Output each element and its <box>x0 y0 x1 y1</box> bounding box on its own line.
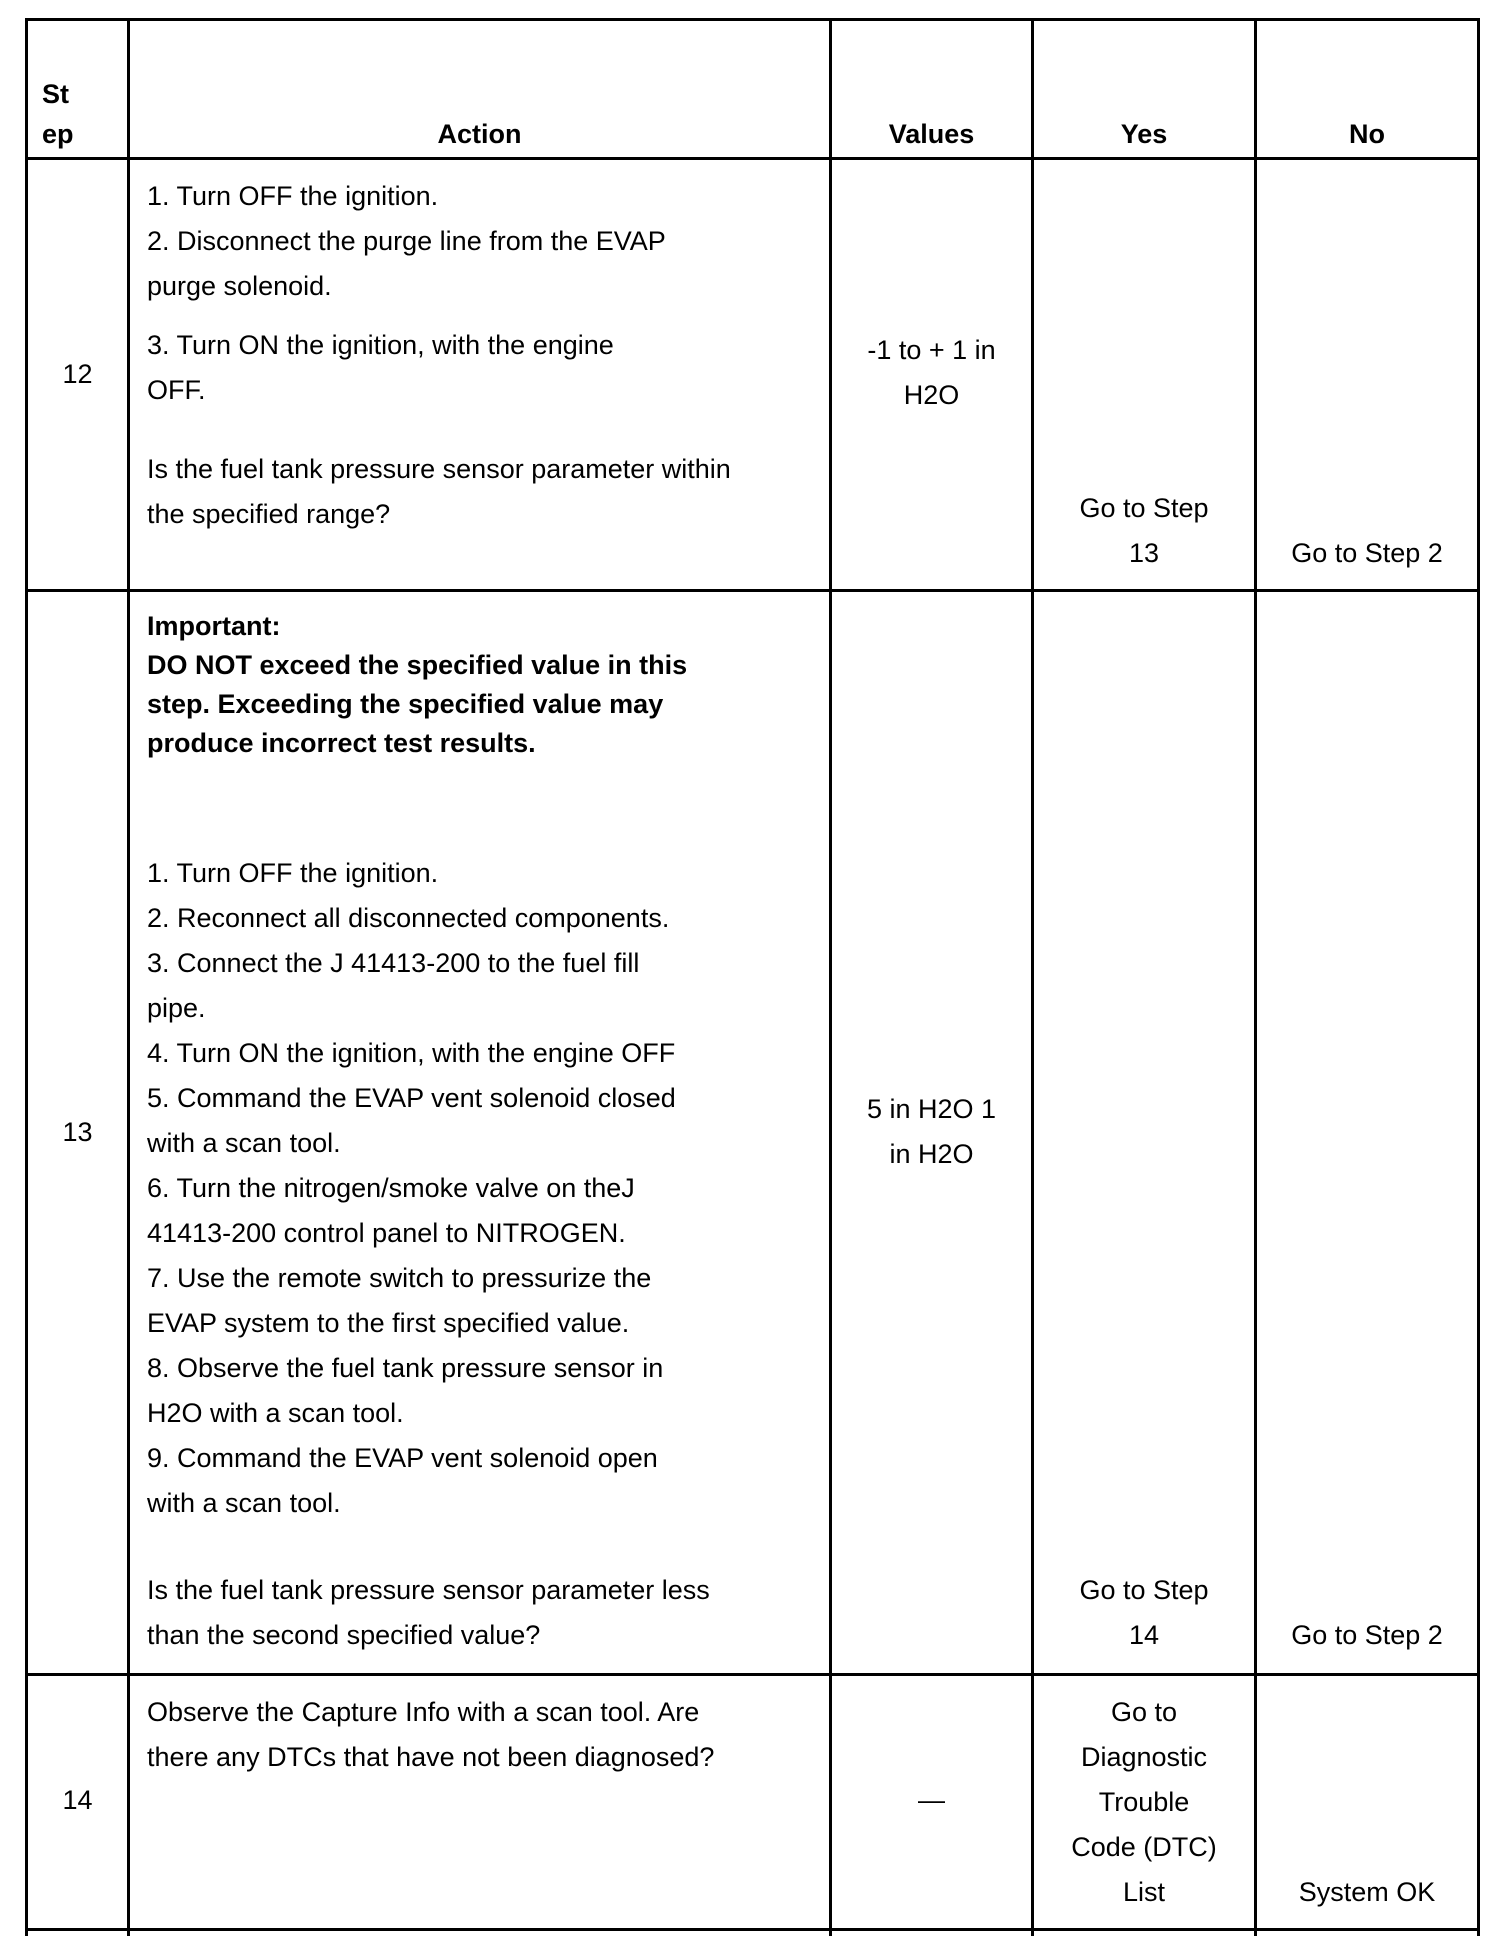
yes-link-line: List <box>1122 1877 1166 1907</box>
action-line: 9. Command the EVAP vent solenoid open <box>147 1443 658 1473</box>
header-separator <box>25 157 1480 160</box>
no-link: Go to Step 2 <box>1291 1620 1443 1650</box>
column-border <box>1477 18 1480 1936</box>
column-border <box>25 18 28 1936</box>
action-line: 2. Reconnect all disconnected components. <box>147 903 670 933</box>
step-number: 13 <box>62 1117 93 1147</box>
action-line: purge solenoid. <box>147 271 332 301</box>
table-border-top <box>25 18 1480 21</box>
values-line: -1 to + 1 in <box>867 335 996 365</box>
column-border <box>127 18 130 1936</box>
action-line: 1. Turn OFF the ignition. <box>147 858 439 888</box>
no-link: System OK <box>1298 1877 1436 1907</box>
action-line: 2. Disconnect the purge line from the EVAP <box>147 226 666 256</box>
yes-link-line: Go to <box>1110 1697 1178 1727</box>
yes-link-line: 14 <box>1128 1620 1160 1650</box>
action-line: 4. Turn ON the ignition, with the engine OFF <box>147 1038 676 1068</box>
no-link: Go to Step 2 <box>1291 538 1443 568</box>
values-line: H2O <box>903 380 960 410</box>
action-line: pipe. <box>147 993 206 1023</box>
action-line: 3. Connect the J 41413-200 to the fuel fill <box>147 948 640 978</box>
values-line: in H2O <box>889 1139 974 1169</box>
values-line: 5 in H2O 1 <box>866 1094 997 1124</box>
action-line: 6. Turn the nitrogen/smoke valve on theJ <box>147 1173 635 1203</box>
action-line: EVAP system to the first specified value. <box>147 1308 630 1338</box>
action-line: with a scan tool. <box>147 1488 341 1518</box>
step-number: 12 <box>62 359 93 389</box>
row-separator <box>25 1673 1480 1676</box>
values-dash: — <box>918 1785 945 1815</box>
action-line: OFF. <box>147 375 206 405</box>
action-line: 3. Turn ON the ignition, with the engine <box>147 330 614 360</box>
action-line: Observe the Capture Info with a scan tool. Are <box>147 1697 700 1727</box>
row-separator <box>25 589 1480 592</box>
header-step-line: ep <box>42 119 74 149</box>
important-line: Important: <box>147 611 281 641</box>
action-line: 1. Turn OFF the ignition. <box>147 181 439 211</box>
yes-link-line: 13 <box>1128 538 1160 568</box>
header-step-line: St <box>42 79 69 109</box>
header-no: No <box>1349 119 1385 149</box>
header-values: Values <box>888 119 975 149</box>
yes-link-line: Go to Step <box>1079 1575 1209 1605</box>
action-line: there any DTCs that have not been diagnosed? <box>147 1742 715 1772</box>
yes-link-line: Code (DTC) <box>1071 1832 1217 1862</box>
action-line: with a scan tool. <box>147 1128 341 1158</box>
important-line: produce incorrect test results. <box>147 728 536 758</box>
yes-link-line: Go to Step <box>1079 493 1209 523</box>
action-line: 5. Command the EVAP vent solenoid closed <box>147 1083 676 1113</box>
column-border <box>829 18 832 1936</box>
action-line: Is the fuel tank pressure sensor parameter within <box>147 454 731 484</box>
action-line: 7. Use the remote switch to pressurize the <box>147 1263 652 1293</box>
yes-link-line: Diagnostic <box>1080 1742 1208 1772</box>
step-number: 14 <box>62 1785 93 1815</box>
action-line: 8. Observe the fuel tank pressure sensor in <box>147 1353 664 1383</box>
important-line: step. Exceeding the specified value may <box>147 689 664 719</box>
important-line: DO NOT exceed the specified value in this <box>147 650 688 680</box>
action-line: the specified range? <box>147 499 391 529</box>
action-line: 41413-200 control panel to NITROGEN. <box>147 1218 626 1248</box>
yes-link-line: Trouble <box>1098 1787 1190 1817</box>
action-line: than the second specified value? <box>147 1620 541 1650</box>
action-line: H2O with a scan tool. <box>147 1398 404 1428</box>
action-line: Is the fuel tank pressure sensor parameter less <box>147 1575 710 1605</box>
header-action: Action <box>437 119 522 149</box>
header-yes: Yes <box>1120 119 1168 149</box>
